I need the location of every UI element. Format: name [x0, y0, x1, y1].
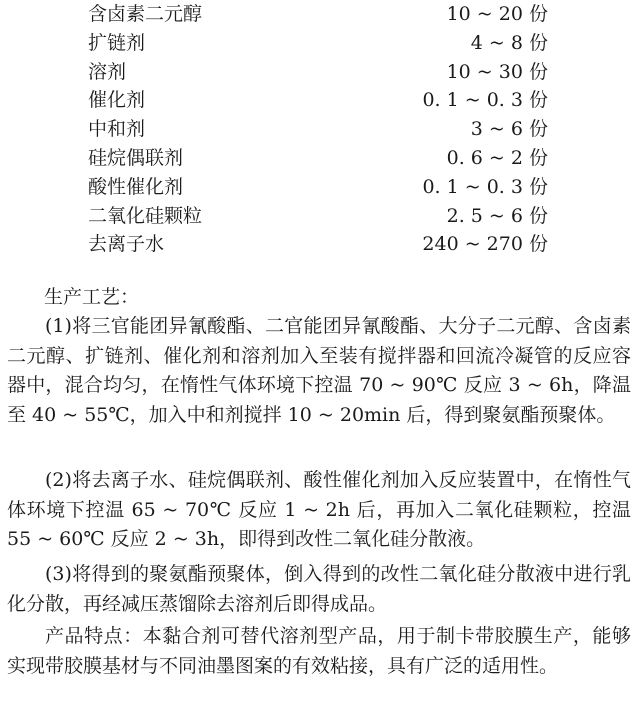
- process-step-1: (1)将三官能团异氰酸酯、二官能团异氰酸酯、大分子二元醇、含卤素二元醇、扩链剂、催化剂和溶剂加入至装有搅拌器和回流冷凝管的反应容器中，混合均匀，在惰性气体环境下控温 70 ~ 90℃ 反应 3 ~ 6h，降温至 40 ~ 55℃，加入中和剂搅拌 10 ~ 20min 后，得到聚氨酯预聚体。: [7, 315, 631, 426]
- process-step-2: (2)将去离子水、硅烷偶联剂、酸性催化剂加入反应装置中，在惰性气体环境下控温 65 ~ 70℃ 反应 1 ~ 2h 后，再加入二氧化硅颗粒，控温 55 ~ 60℃ 反应 2 ~ 3h，即得到改性二氧化硅分散液。: [7, 469, 631, 551]
- ingredient-amount: 240 ~ 270 份: [422, 233, 548, 256]
- ingredient-row: [88, 86, 548, 115]
- ingredient-amount: 10 ~ 30 份: [446, 60, 548, 83]
- ingredient-name: 含卤素二元醇: [88, 3, 203, 25]
- ingredient-amount: 2. 5 ~ 6 份: [446, 204, 548, 227]
- ingredient-row: [88, 202, 548, 231]
- ingredient-name: 扩链剂: [88, 31, 146, 54]
- ingredient-name: 去离子水: [88, 233, 165, 256]
- ingredient-row: [88, 144, 548, 173]
- ingredient-name: 溶剂: [88, 60, 127, 83]
- ingredient-row: [88, 0, 548, 29]
- ingredient-amount: 0. 6 ~ 2 份: [446, 146, 548, 169]
- process-step-3: (3)将得到的聚氨酯预聚体，倒入得到的改性二氧化硅分散液中进行乳化分散，再经减压蒸馏除去溶剂后即得成品。: [7, 563, 631, 615]
- product-features: 产品特点：本黏合剂可替代溶剂型产品，用于制卡带胶膜生产，能够实现带胶膜基材与不同油墨图案的有效粘接，具有广泛的适用性。: [7, 625, 631, 677]
- ingredient-amount: 0. 1 ~ 0. 3 份: [422, 89, 548, 112]
- ingredient-amount: 10 ~ 20 份: [446, 3, 548, 25]
- ingredient-name: 中和剂: [88, 118, 146, 141]
- ingredient-name: 硅烷偶联剂: [88, 146, 184, 169]
- ingredient-row: [88, 115, 548, 144]
- ingredient-list: [88, 0, 548, 259]
- ingredient-amount: 3 ~ 6 份: [470, 118, 548, 141]
- ingredient-row: [88, 29, 548, 58]
- ingredient-name: 催化剂: [88, 89, 146, 112]
- process-heading: 生产工艺：: [44, 286, 140, 308]
- ingredient-name: 酸性催化剂: [88, 175, 184, 198]
- ingredient-amount: 0. 1 ~ 0. 3 份: [422, 175, 548, 198]
- ingredient-row: [88, 173, 548, 202]
- ingredient-name: 二氧化硅颗粒: [88, 204, 203, 227]
- ingredient-row: [88, 58, 548, 87]
- ingredient-amount: 4 ~ 8 份: [470, 31, 548, 54]
- ingredient-row: [88, 230, 548, 259]
